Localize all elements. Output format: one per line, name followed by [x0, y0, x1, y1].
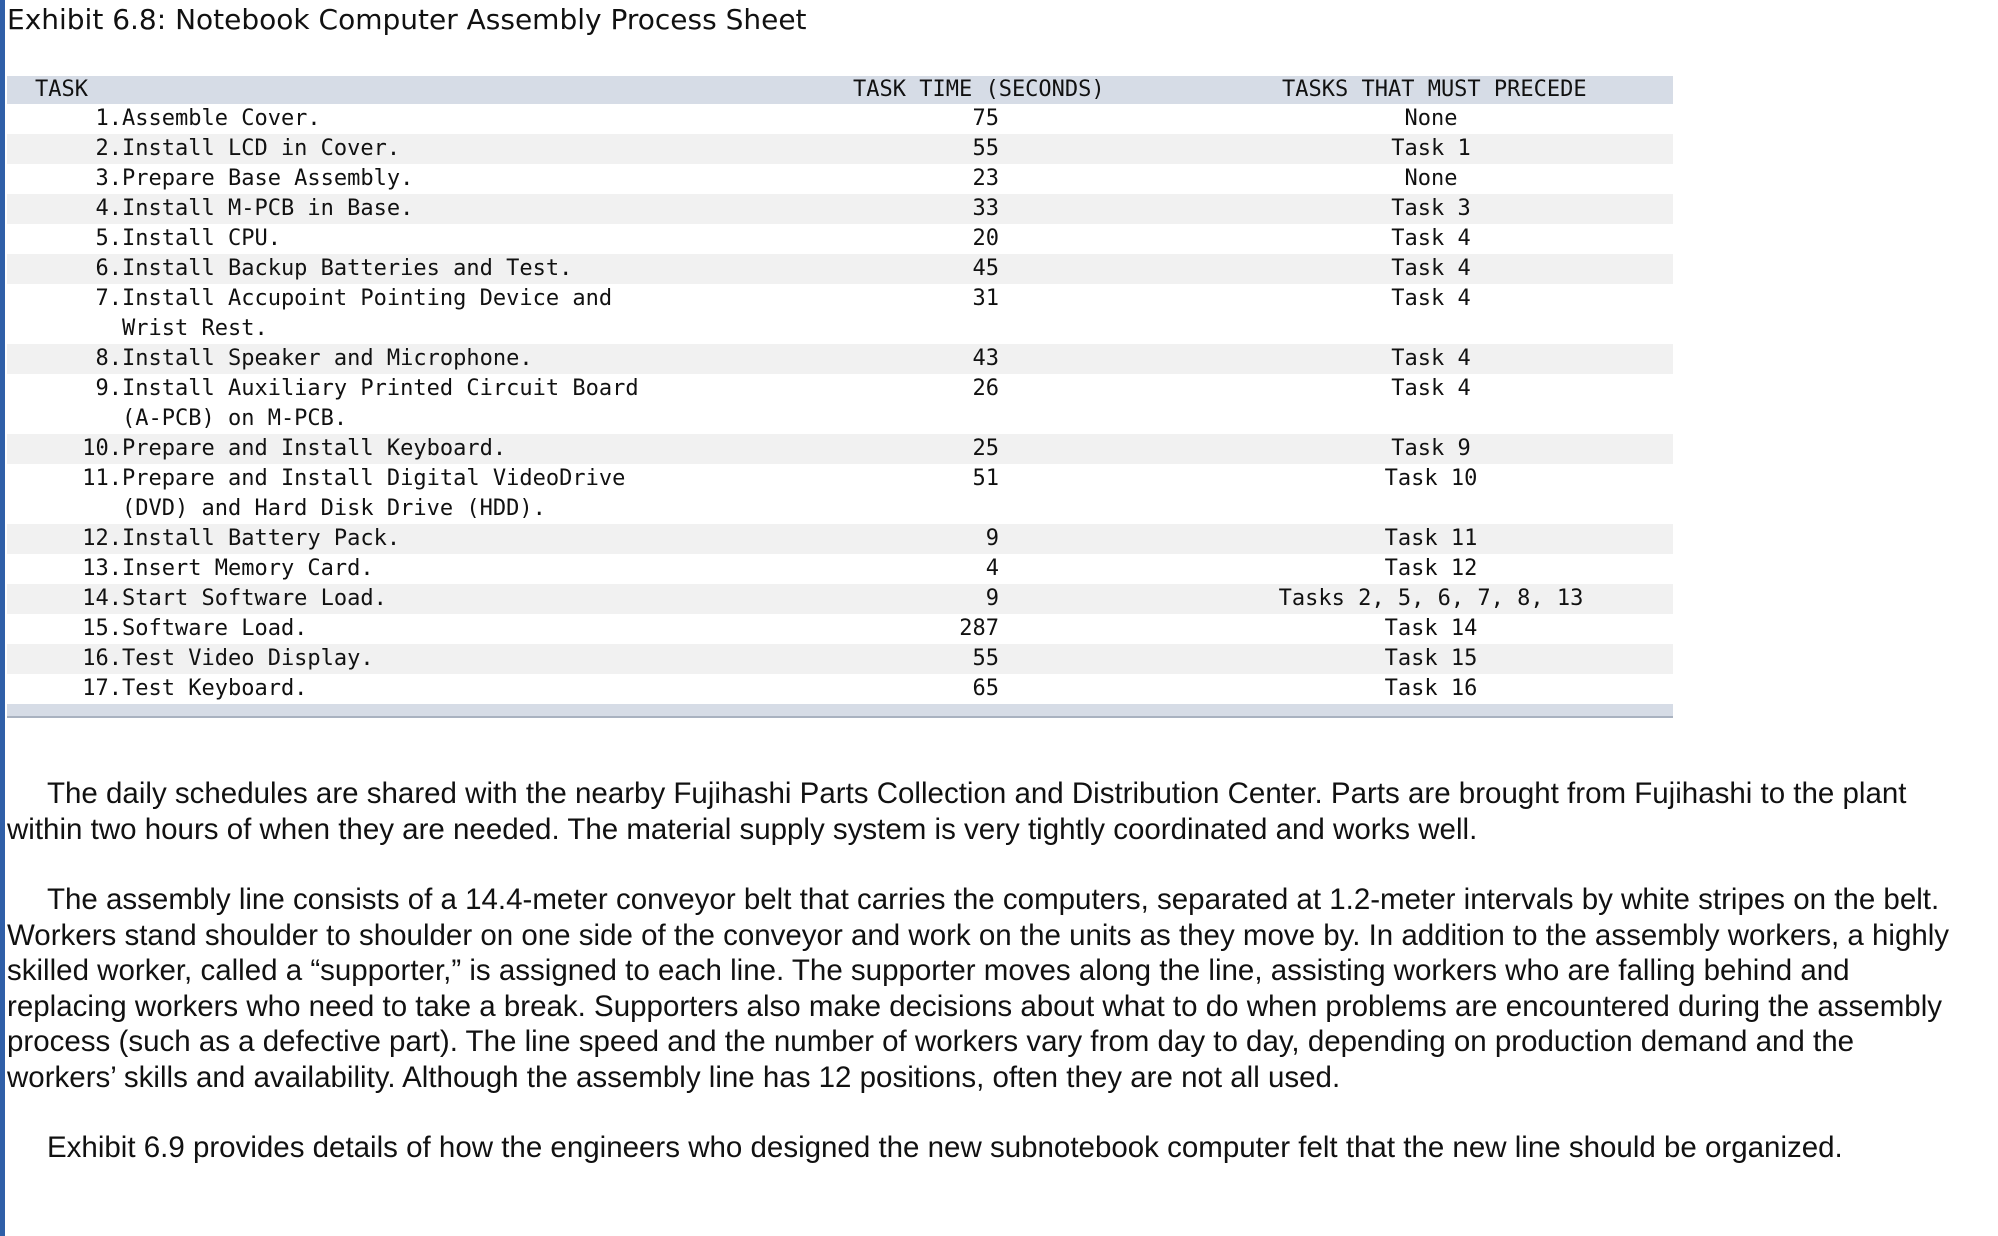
- task-time-cell: [822, 254, 1242, 284]
- header-task: TASK: [7, 76, 822, 104]
- task-precede-cell: [1242, 374, 1673, 434]
- task-number: 16.: [82, 646, 122, 671]
- task-time: 26: [972, 376, 999, 401]
- task-number-cell: [7, 224, 122, 254]
- task-precede: None: [1404, 106, 1458, 131]
- table-row: [7, 434, 1673, 464]
- task-time: 9: [985, 526, 999, 551]
- task-description-cell: [122, 644, 822, 674]
- table-row: [7, 134, 1673, 164]
- table-row: [7, 104, 1673, 134]
- task-time: 75: [972, 106, 999, 131]
- table-row: [7, 554, 1673, 584]
- task-precede-cell: [1242, 344, 1673, 374]
- task-time: 9: [985, 586, 999, 611]
- task-description: Install Backup Batteries and Test.: [122, 256, 573, 281]
- exhibit-title: Exhibit 6.8: Notebook Computer Assembly Process Sheet: [7, 3, 807, 36]
- task-precede: Task 4: [1391, 346, 1471, 371]
- task-number-cell: [7, 674, 122, 704]
- task-number-cell: [7, 464, 122, 524]
- task-time: 287: [959, 616, 999, 641]
- task-description: Start Software Load.: [122, 586, 387, 611]
- task-number-cell: [7, 524, 122, 554]
- task-number-cell: [7, 254, 122, 284]
- task-time: 45: [972, 256, 999, 281]
- task-time-cell: [822, 614, 1242, 644]
- task-precede-cell: [1242, 464, 1673, 524]
- task-precede: Task 1: [1391, 136, 1471, 161]
- task-number-cell: [7, 374, 122, 434]
- table-row: [7, 344, 1673, 374]
- paragraph-parts-supply: The daily schedules are shared with the nearby Fujihashi Parts Collection and Distribution Center. Parts are brought from Fujihashi to the plant within two hours of when they are needed. The material supply system is very tightly coordinated and works well.: [7, 777, 1907, 846]
- task-description: Install Battery Pack.: [122, 526, 401, 551]
- task-description: Test Video Display.: [122, 646, 374, 671]
- task-description: Prepare Base Assembly.: [122, 166, 414, 191]
- table-row: [7, 674, 1673, 704]
- task-precede-cell: [1242, 134, 1673, 164]
- task-precede-cell: [1242, 584, 1673, 614]
- task-description-cell: [122, 434, 822, 464]
- table-header-row: [7, 76, 1673, 104]
- task-precede-cell: [1242, 644, 1673, 674]
- task-number: 15.: [82, 616, 122, 641]
- task-time: 25: [972, 436, 999, 461]
- task-description-cell: [122, 284, 822, 344]
- task-time-cell: [822, 674, 1242, 704]
- task-time-cell: [822, 134, 1242, 164]
- header-tasks-precede: [1242, 76, 1673, 104]
- task-time: 51: [972, 466, 999, 491]
- task-time: 20: [972, 226, 999, 251]
- task-description-cell: [122, 374, 822, 434]
- task-description: Software Load.: [122, 616, 308, 641]
- task-number: 12.: [82, 526, 122, 551]
- task-precede: Task 4: [1391, 226, 1471, 251]
- task-time-cell: [822, 224, 1242, 254]
- task-description-cell: [122, 134, 822, 164]
- task-description: Assemble Cover.: [122, 106, 321, 131]
- task-precede-cell: [1242, 254, 1673, 284]
- table-row: [7, 524, 1673, 554]
- task-time: 4: [985, 556, 999, 581]
- table-body: [7, 104, 1673, 704]
- task-time-cell: [822, 344, 1242, 374]
- task-precede: Task 15: [1384, 646, 1478, 671]
- paragraph-assembly-line: The assembly line consists of a 14.4-meter conveyor belt that carries the computers, separated at 1.2-meter intervals by white stripes on the belt. Workers stand shoulder to shoulder on one side of the conveyor and work on the units as they move by. In addition to the assembly workers, a highly skilled worker, called a “supporter,” is assigned to each line. The supporter moves along the line, assisting workers who are falling behind and replacing workers who need to take a break. Supporters also make decisions about what to do when problems are encountered during the assembly process (such as a defective part). The line speed and the number of workers vary from day to day, depending on production demand and the workers’ skills and availability. Although the assembly line has 12 positions, often they are not all used.: [7, 883, 1950, 1094]
- task-time-cell: [822, 464, 1242, 524]
- task-precede: Task 10: [1384, 466, 1478, 491]
- paragraph-exhibit-reference: Exhibit 6.9 provides details of how the engineers who designed the new subnotebook computer felt that the new line should be organized.: [47, 1131, 1843, 1164]
- table-row: [7, 224, 1673, 254]
- process-sheet-table-wrap: [7, 76, 1673, 718]
- task-precede: Task 14: [1384, 616, 1478, 641]
- task-precede: Task 16: [1384, 676, 1478, 701]
- task-number: 11.: [82, 466, 122, 491]
- table-row: [7, 194, 1673, 224]
- task-description-cell: [122, 344, 822, 374]
- task-number-cell: [7, 434, 122, 464]
- task-description: Install LCD in Cover.: [122, 136, 401, 161]
- task-time: 33: [972, 196, 999, 221]
- task-precede-cell: [1242, 614, 1673, 644]
- task-time: 31: [972, 286, 999, 311]
- task-description-cell: [122, 254, 822, 284]
- task-number: 1.: [95, 106, 122, 131]
- task-number: 6.: [95, 256, 122, 281]
- task-time-cell: [822, 164, 1242, 194]
- task-description: Install M-PCB in Base.: [122, 196, 414, 221]
- task-precede-cell: [1242, 224, 1673, 254]
- task-description-cell: [122, 224, 822, 254]
- task-number-cell: [7, 194, 122, 224]
- table-row: [7, 254, 1673, 284]
- task-number: 9.: [95, 376, 122, 401]
- table-row: [7, 464, 1673, 524]
- task-time: 23: [972, 166, 999, 191]
- task-description: Insert Memory Card.: [122, 556, 374, 581]
- header-task-time: [822, 76, 1242, 104]
- task-precede-cell: [1242, 554, 1673, 584]
- task-number-cell: [7, 614, 122, 644]
- task-description-cell: [122, 674, 822, 704]
- task-precede-cell: [1242, 284, 1673, 344]
- table-row: [7, 644, 1673, 674]
- task-time-cell: [822, 524, 1242, 554]
- table-row: [7, 614, 1673, 644]
- task-description: Test Keyboard.: [122, 676, 308, 701]
- task-time-cell: [822, 284, 1242, 344]
- task-number: 8.: [95, 346, 122, 371]
- task-time-cell: [822, 644, 1242, 674]
- process-sheet-table: [7, 76, 1673, 704]
- task-description: Install Speaker and Microphone.: [122, 346, 533, 371]
- task-number: 7.: [95, 286, 122, 311]
- task-number: 4.: [95, 196, 122, 221]
- task-time-cell: [822, 434, 1242, 464]
- task-number-cell: [7, 554, 122, 584]
- header-task-time-label: TASK TIME (SECONDS): [853, 77, 1105, 102]
- task-precede-cell: [1242, 164, 1673, 194]
- task-precede-cell: [1242, 524, 1673, 554]
- task-number: 17.: [82, 676, 122, 701]
- task-number: 14.: [82, 586, 122, 611]
- task-description: Install Accupoint Pointing Device and Wrist Rest.: [122, 286, 613, 341]
- task-number-cell: [7, 134, 122, 164]
- task-precede: Task 4: [1391, 376, 1471, 401]
- task-description-cell: [122, 524, 822, 554]
- task-description-cell: [122, 584, 822, 614]
- header-tasks-precede-label: TASKS THAT MUST PRECEDE: [1282, 77, 1587, 102]
- task-precede: Task 4: [1391, 256, 1471, 281]
- task-precede: Tasks 2, 5, 6, 7, 8, 13: [1278, 586, 1584, 611]
- task-description-cell: [122, 164, 822, 194]
- task-precede: Task 11: [1384, 526, 1478, 551]
- task-description-cell: [122, 554, 822, 584]
- task-number-cell: [7, 584, 122, 614]
- task-time: 43: [972, 346, 999, 371]
- task-precede-cell: [1242, 434, 1673, 464]
- task-time-cell: [822, 104, 1242, 134]
- task-description: Install CPU.: [122, 226, 281, 251]
- task-time-cell: [822, 194, 1242, 224]
- table-row: [7, 584, 1673, 614]
- task-precede: None: [1404, 166, 1458, 191]
- task-number: 5.: [95, 226, 122, 251]
- task-number: 3.: [95, 166, 122, 191]
- task-description: Prepare and Install Keyboard.: [122, 436, 507, 461]
- task-number-cell: [7, 344, 122, 374]
- task-time: 55: [972, 136, 999, 161]
- task-number: 2.: [95, 136, 122, 161]
- task-precede: Task 3: [1391, 196, 1471, 221]
- body-text: [7, 776, 1967, 1201]
- table-row: [7, 374, 1673, 434]
- task-number: 13.: [82, 556, 122, 581]
- task-number-cell: [7, 104, 122, 134]
- task-time-cell: [822, 554, 1242, 584]
- task-precede: Task 12: [1384, 556, 1478, 581]
- task-description-cell: [122, 104, 822, 134]
- task-precede-cell: [1242, 104, 1673, 134]
- task-time: 65: [972, 676, 999, 701]
- task-description: Install Auxiliary Printed Circuit Board (A-PCB) on M-PCB.: [122, 376, 639, 431]
- task-description: Prepare and Install Digital VideoDrive (DVD) and Hard Disk Drive (HDD).: [122, 466, 626, 521]
- task-time-cell: [822, 584, 1242, 614]
- task-precede: Task 4: [1391, 286, 1471, 311]
- left-margin-rule: [0, 0, 5, 1236]
- task-time: 55: [972, 646, 999, 671]
- task-number: 10.: [82, 436, 122, 461]
- task-number-cell: [7, 644, 122, 674]
- task-precede-cell: [1242, 194, 1673, 224]
- task-precede: Task 9: [1391, 436, 1471, 461]
- table-row: [7, 164, 1673, 194]
- task-number-cell: [7, 284, 122, 344]
- table-row: [7, 284, 1673, 344]
- task-precede-cell: [1242, 674, 1673, 704]
- task-description-cell: [122, 614, 822, 644]
- task-description-cell: [122, 464, 822, 524]
- task-description-cell: [122, 194, 822, 224]
- task-number-cell: [7, 164, 122, 194]
- task-time-cell: [822, 374, 1242, 434]
